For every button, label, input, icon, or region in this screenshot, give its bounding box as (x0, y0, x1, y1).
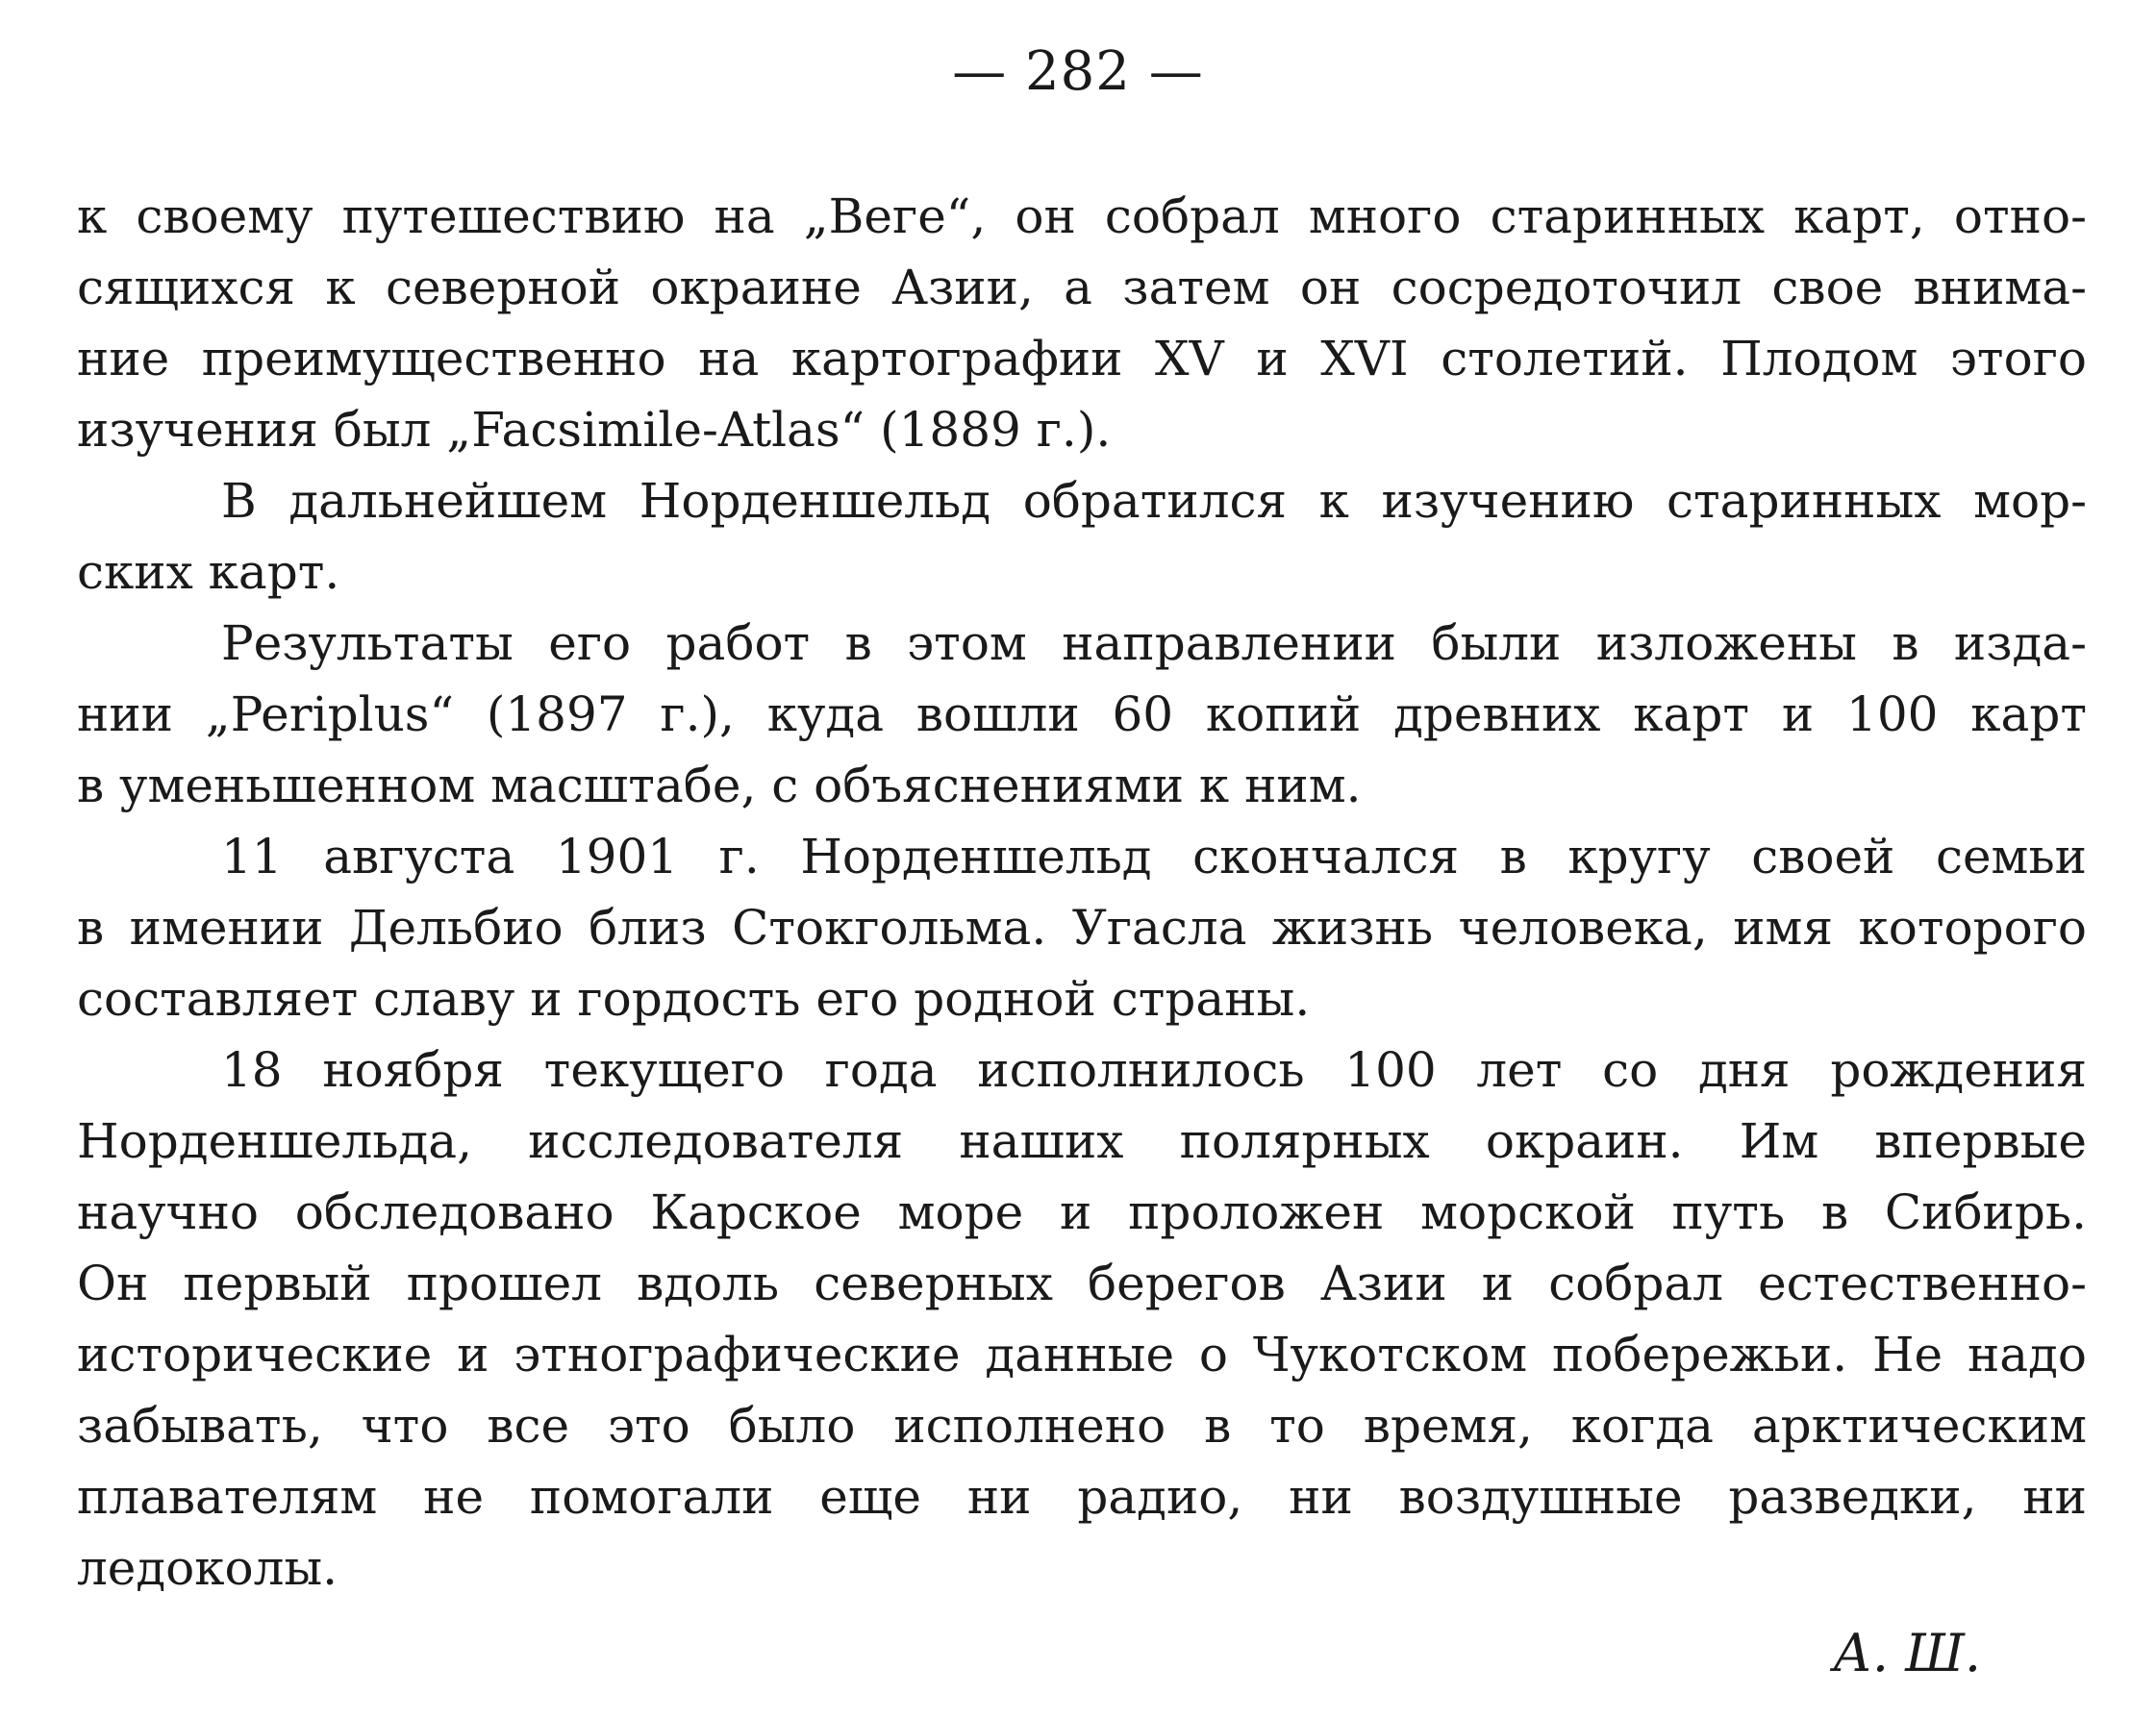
text-line: Он первый прошел вдоль северных берегов Азии и собрал естественно- (77, 1256, 2087, 1311)
text-line: 11 августа 1901 г. Норденшельд скончался в кругу своей семьи (221, 829, 2087, 884)
text-line: исторические и этнографические данные о Чукотском побережьи. Не надо (77, 1327, 2087, 1382)
text-line: В дальнейшем Норденшельд обратился к изучению старинных мор- (221, 473, 2087, 529)
text-line: в уменьшенном масштабе, с объяснениями к ним. (77, 758, 1362, 813)
text-line: Норденшельда, исследователя наших полярных окраин. Им впервые (77, 1113, 2087, 1169)
page-number: — 282 — (952, 40, 1204, 103)
text-line: ние преимущественно на картографии XV и XVI столетий. Плодом этого (77, 331, 2087, 386)
text-line: изучения был „Facsimile-Atlas“ (1889 г.). (77, 402, 1112, 458)
text-line: ледоколы. (77, 1540, 338, 1596)
author-signature: А. Ш. (1832, 1623, 1981, 1683)
text-line: в имении Дельбио близ Стокгольма. Угасла жизнь человека, имя которого (77, 900, 2087, 956)
body-text (77, 181, 2087, 1604)
text-line: к своему путешествию на „Веге“, он собрал много старинных карт, отно- (77, 188, 2087, 244)
text-line: 18 ноября текущего года исполнилось 100 лет со дня рождения (221, 1042, 2087, 1098)
text-line: забывать, что все это было исполнено в то время, когда арктическим (77, 1398, 2087, 1454)
text-line: составляет славу и гордость его родной страны. (77, 971, 1311, 1027)
text-line: ских карт. (77, 544, 340, 600)
text-line: Результаты его работ в этом направлении были изложены в изда- (221, 615, 2087, 671)
text-line: плавателям не помогали еще ни радио, ни воздушные разведки, ни (77, 1469, 2087, 1525)
text-line: нии „Periplus“ (1897 г.), куда вошли 60 копий древних карт и 100 карт (77, 686, 2087, 742)
text-line: сящихся к северной окраине Азии, а затем он сосредоточил свое внима- (77, 260, 2087, 315)
text-line: научно обследовано Карское море и проложен морской путь в Сибирь. (77, 1184, 2087, 1240)
